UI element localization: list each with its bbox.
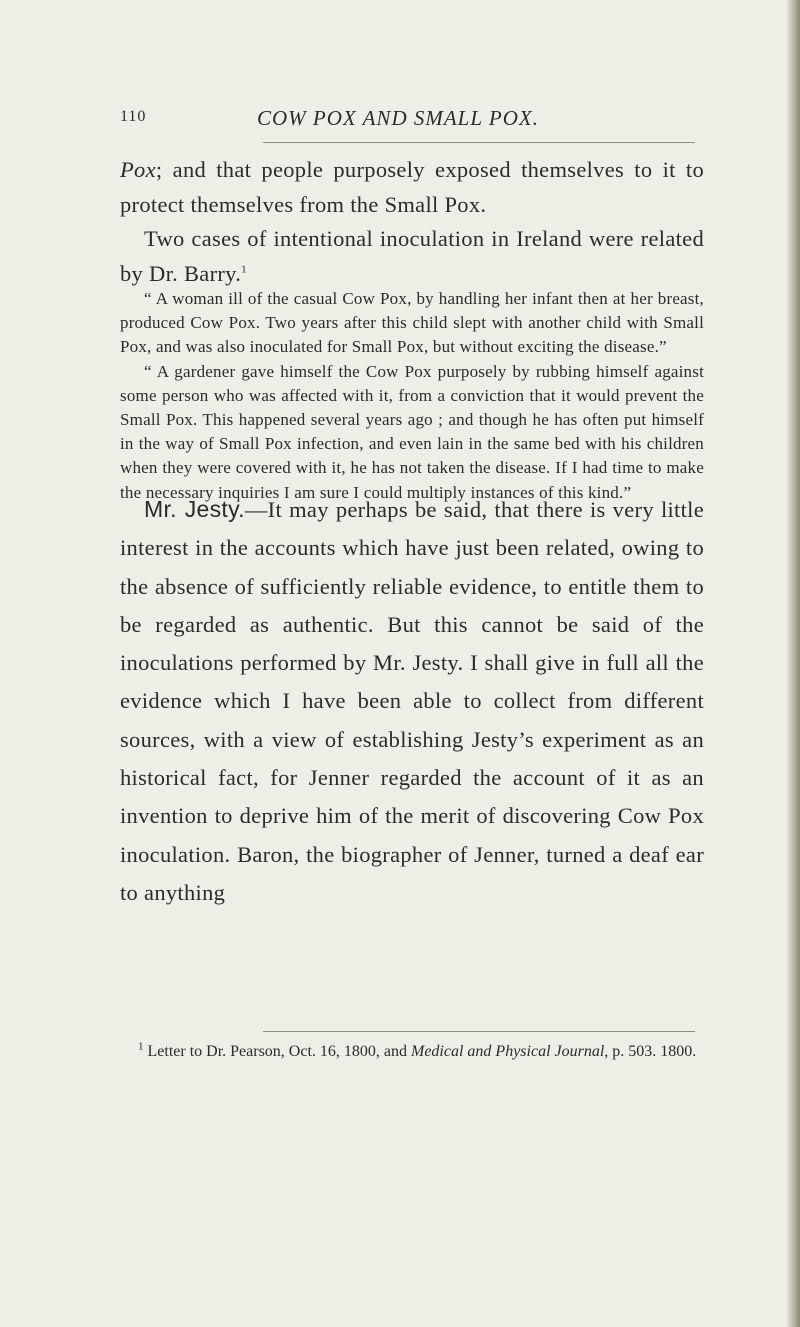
page-edge-shadow [786, 0, 800, 1327]
page-header [120, 106, 700, 136]
header-rule [263, 142, 695, 143]
barry-paragraph [120, 222, 704, 291]
jesty-text: —It may perhaps be said, that there is very little interest in the accounts which have just been related, owing to the absence of sufficiently reliable evidence, to entitle them to be regarded as authentic. But this cannot be said of the inoculations performed by Mr. Jesty. I shall give in full all the evidence which I have been able to collect from different sources, with a view of establishing Jesty’s experiment as an historical fact, for Jenner regarded the account of it as an invention to deprive him of the merit of discovering Cow Pox inoculation. Baron, the biographer of Jenner, turned a deaf ear to anything [120, 497, 704, 905]
footnote-rule [263, 1031, 695, 1032]
footnote-text-after: , p. 503. 1800. [604, 1043, 697, 1060]
quote-block [120, 287, 704, 505]
quote-gardener: “ A gardener gave himself the Cow Pox purposely by rubbing himself against some person who was affected with it, from a conviction that it would prevent the Small Pox. This happened several years ago ; and though he has often put himself in the way of Small Pox infection, and even lain in the same bed with his children when they were covered with it, he has not taken the disease. If I had time to make the necessary inquiries I am sure I could multiply instances of this kind.” [120, 361, 704, 502]
jesty-paragraph [120, 490, 704, 912]
speaker-heading: Mr. Jesty. [144, 496, 245, 522]
footnote [120, 1040, 704, 1063]
page-number: 110 [120, 108, 147, 125]
running-title: COW POX AND SMALL POX. [257, 106, 539, 130]
footnote-text-before: Letter to Dr. Pearson, Oct. 16, 1800, and [143, 1043, 411, 1060]
intro-block [120, 153, 704, 291]
quote-woman: “ A woman ill of the casual Cow Pox, by handling her infant then at her breast, produced Cow Pox. Two years after this child slept with another child with Small Pox, and was also inoculated for Small Pox, but without exciting the disease.” [120, 289, 704, 357]
intro-line-rest: ; and that people purposely exposed themselves to it to protect themselves from the Small Pox. [120, 157, 704, 217]
pox-word: Pox [120, 157, 156, 182]
intro-paragraph [120, 153, 704, 222]
footnote-mark: 1 [138, 1040, 144, 1053]
footnote-journal: Medical and Physical Journal [411, 1043, 605, 1060]
jesty-block [120, 490, 704, 912]
footnote-ref: 1 [241, 263, 247, 275]
barry-text: Two cases of intentional inoculation in Ireland were related by Dr. Barry. [120, 226, 704, 286]
